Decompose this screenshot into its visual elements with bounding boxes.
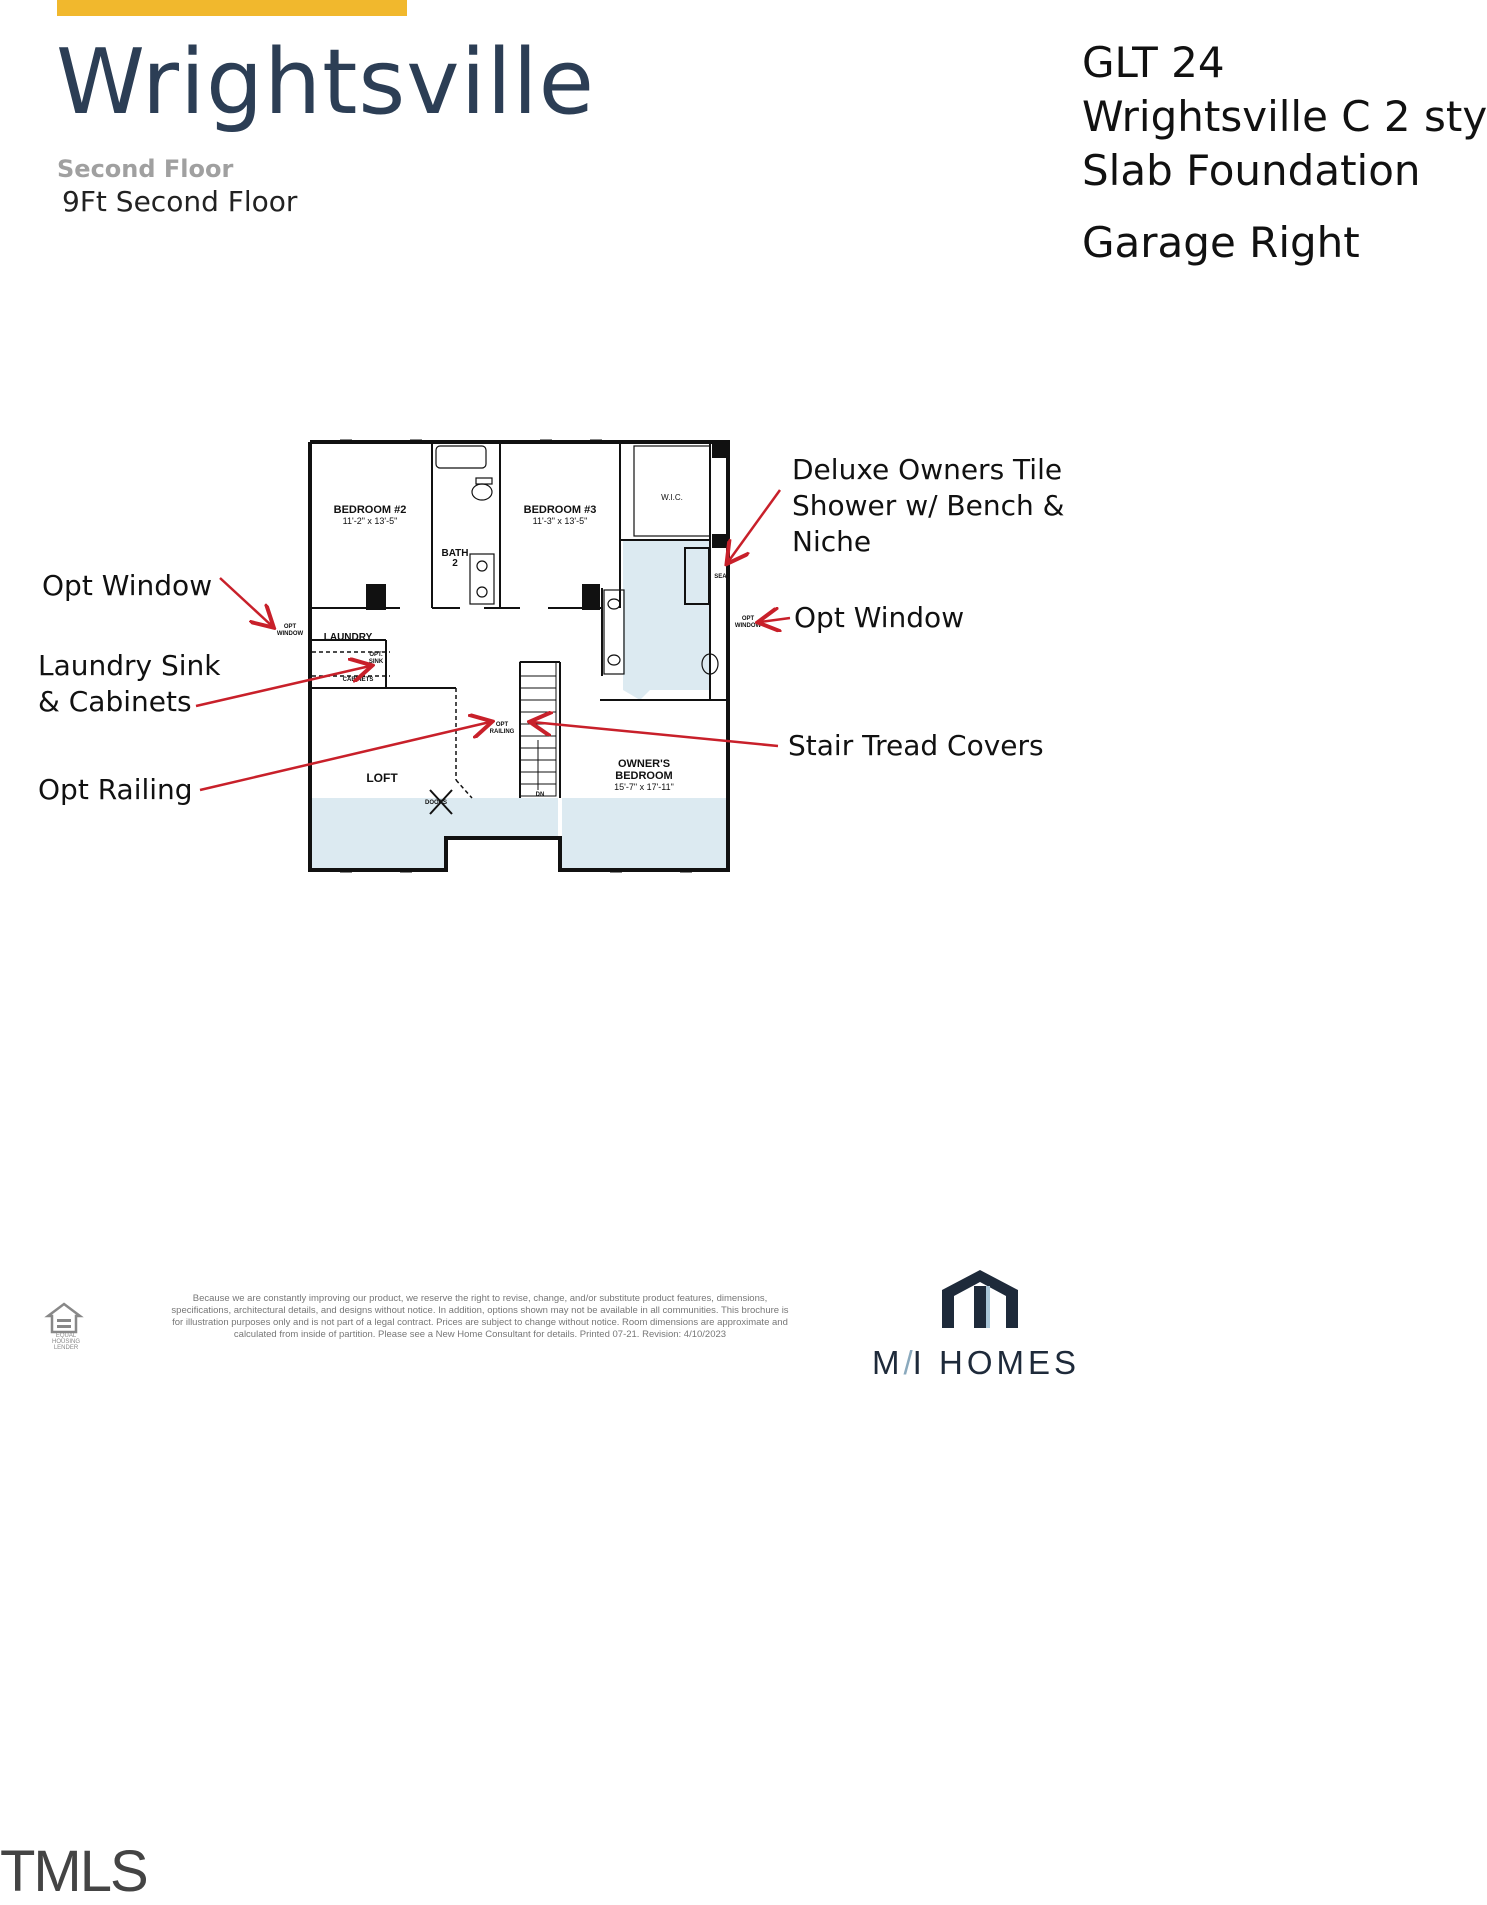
- page-title: Wrightsville: [56, 30, 595, 135]
- callout-opt-railing: Opt Railing: [38, 773, 193, 806]
- label-opt-railing-a: OPT: [495, 722, 509, 728]
- label-loft: LOFT: [366, 771, 398, 785]
- label-opt-window-left-b: WINDOW: [276, 631, 304, 637]
- label-opt-sink-a: OPT.: [369, 652, 383, 658]
- brand-homes: I HOMES: [912, 1344, 1081, 1381]
- mi-homes-wordmark: M/I HOMES: [872, 1344, 1081, 1381]
- callout-laundry-sink-line2: & Cabinets: [38, 685, 192, 718]
- callout-opt-window-right: Opt Window: [794, 601, 965, 634]
- label-opt-window-right-a: OPT: [741, 616, 755, 622]
- equal-housing-label: EQUAL HOUSING LENDER: [51, 1333, 80, 1351]
- callout-deluxe-shower-line3: Niche: [792, 525, 872, 558]
- label-doors: DOORS: [424, 800, 448, 806]
- arrow-opt-window-left: [220, 578, 272, 626]
- label-opt-railing-b: RAILING: [489, 729, 515, 735]
- callout-stair-tread: Stair Tread Covers: [788, 729, 1044, 762]
- arrow-laundry-sink: [196, 666, 370, 706]
- label-dn: DN: [535, 792, 545, 798]
- label-bedroom-2: BEDROOM #2: [333, 504, 407, 516]
- label-bedroom-2-dim: 11'-2" x 13'-5": [342, 516, 398, 526]
- arrow-opt-window-right: [760, 618, 790, 622]
- foundation-type: Slab Foundation: [1082, 146, 1421, 195]
- label-owners-bedroom-dim: 15'-7" x 17'-11": [614, 782, 674, 792]
- callout-laundry-sink-line1: Laundry Sink: [38, 649, 221, 682]
- staircase: [520, 662, 556, 796]
- floor-label: Second Floor: [57, 155, 234, 183]
- mi-homes-logo-icon: [940, 1266, 1020, 1330]
- label-bath-2-a: BATH: [441, 548, 469, 559]
- arrow-deluxe-shower: [728, 490, 780, 562]
- callout-deluxe-shower-line1: Deluxe Owners Tile: [792, 453, 1063, 486]
- label-cabinets: CABINETS: [342, 677, 374, 683]
- callout-opt-window-left: Opt Window: [42, 569, 213, 602]
- label-bath-2-b: 2: [452, 558, 458, 569]
- label-laundry: LAUNDRY: [323, 632, 373, 643]
- label-owners-bedroom-a: OWNER'S: [617, 758, 671, 770]
- label-opt-sink-b: SINK: [368, 659, 384, 665]
- label-opt-window-right-b: WINDOW: [734, 623, 762, 629]
- label-owners-bedroom-b: BEDROOM: [615, 770, 673, 782]
- callout-deluxe-shower-line2: Shower w/ Bench &: [792, 489, 1065, 522]
- ceiling-label: 9Ft Second Floor: [62, 185, 298, 218]
- label-wic: W.I.C.: [661, 493, 683, 502]
- lot-number: GLT 24: [1082, 38, 1225, 87]
- label-opt-window-left-a: OPT: [283, 624, 297, 630]
- model-name: Wrightsville C 2 sty: [1082, 92, 1487, 141]
- tmls-watermark: TMLS: [0, 1839, 147, 1904]
- arrow-stair-tread: [532, 722, 778, 746]
- label-bedroom-3: BEDROOM #3: [523, 504, 597, 516]
- disclaimer-text: Because we are constantly improving our product, we reserve the right to revise, change, and/or substitute product features, dimensions, specifications, architectural details, and designs without notice. In addition, options shown may not be available in all communities. This brochure is for illustration purposes only and is not part of a legal contract. Prices are subject to change without notice. Room dimensions are approximate and calculated from inside of partition. Please see a New Home Consultant for details. Printed 07-21. Revision: 4/10/2023: [171, 1293, 789, 1340]
- arrow-opt-railing: [200, 722, 490, 790]
- label-bedroom-3-dim: 11'-3" x 13'-5": [532, 516, 588, 526]
- brand-m: M: [872, 1344, 904, 1381]
- garage-orientation: Garage Right: [1082, 218, 1360, 267]
- label-seat: SEAT: [714, 574, 730, 580]
